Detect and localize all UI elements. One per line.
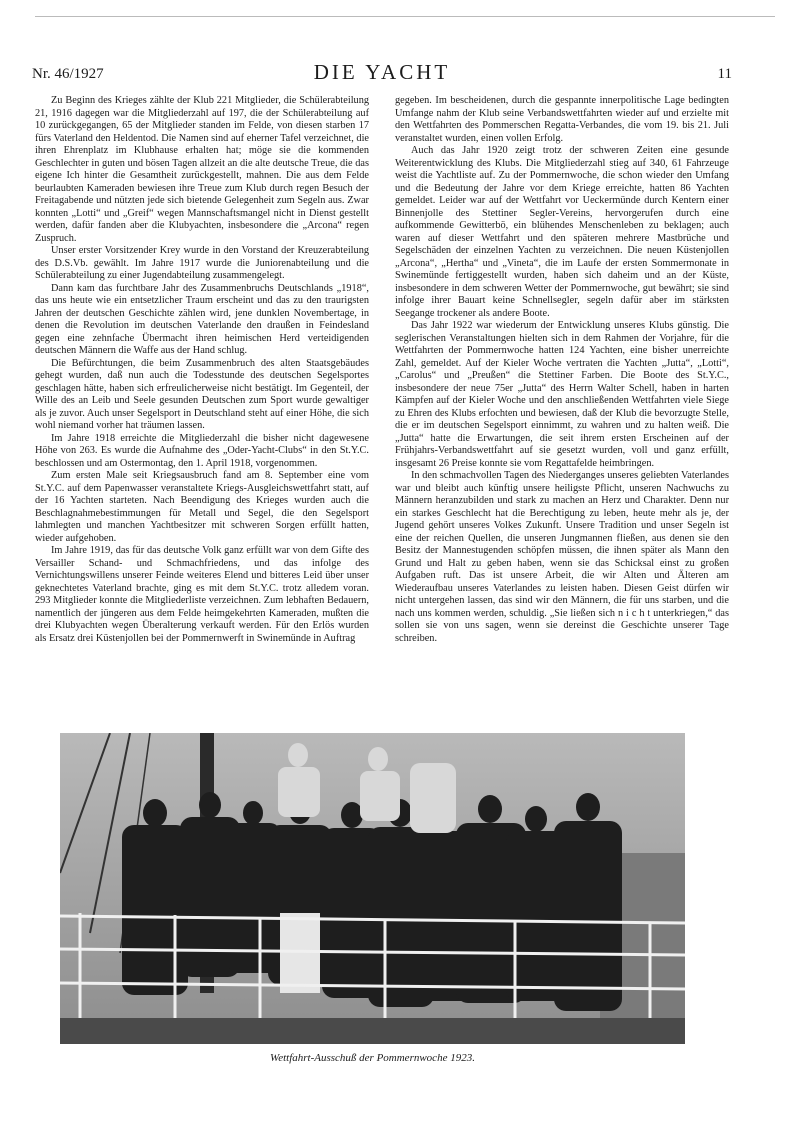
paragraph: Unser erster Vorsitzender Krey wurde in den Vorstand der Kreuzerabteilung des D.S.Vb. gewählt. Im Jahre 1917 wurde die Juniorenabteilung und die Schülerabteilung zu einer Jugendabteilung zusammengelegt. bbox=[35, 245, 369, 281]
top-rule bbox=[35, 16, 775, 17]
paragraph: Die Befürchtungen, die beim Zusammenbruch des alten Staatsgebäudes gehegt wurden, daß nun auch die Todesstunde des deutschen Segelsportes geschlagen hätte, haben sich erfreulicherweise nicht bestätigt. Im Gegenteil, der Wille des an Leib und Seele gesunden Deutschen zum Sport wurde gewaltiger als je zuvor. Auch unser Segelsport in Deutschland steht auf einer Höhe, die sich wohl niemand vorher hat träumen lassen. bbox=[35, 357, 369, 431]
magazine-title: DIE YACHT bbox=[313, 60, 451, 84]
paragraph-continued: gegeben. Im bescheidenen, durch die gespannte innerpolitische Lage bedingten Umfange nahm der Klub seine Verbandswettfahrten wieder auf und erzielte mit den Wettfahrten des Pommerschen Regatta-Verbandes, die vom 19. bis 21. Juli veranstaltet wurden, einen vollen Erfolg. bbox=[395, 95, 729, 144]
photo-caption: Wettfahrt-Ausschuß der Pommernwoche 1923. bbox=[270, 1052, 475, 1064]
paragraph: Im Jahre 1918 erreichte die Mitgliederzahl die bisher nicht dagewesene Höhe von 263. Es wurde die Aufnahme des „Oder-Yacht-Clubs“ in den St.Y.C. beschlossen und am Ostermontag, den 1. April 1918, vorgenommen. bbox=[35, 432, 369, 469]
paragraph: In den schmachvollen Tagen des Niederganges unseres geliebten Vaterlandes war und bleibt auch künftig unsere heiligste Pflicht, unseren Nachwuchs zu Männern heranzubilden und stark zu machen an Herz und Charakter. Denn nur ein starkes Geschlecht hat die Berechtigung zu leben, heute mehr als je, der Jugend gehört unseres Volkes Zukunft. Unsere Tradition und unser Segeln ist eine der reichen Quellen, die unseren Jungmannen fließen, aus denen sie den Besitz der Mannestugenden schöpfen müssen, die ihnen später als Mann den Grund und Halt zu geben haben, wenn sie das Schicksal einst zu großen Aufgaben ruft. Das ist unsere Arbeit, die wir Alten und Älteren am Wiederaufbau unseres Vaterlandes zu leisten haben. Diesen Geist dürfen wir nicht untergehen lassen, das sind wir den Männern, die für uns starben, und die nach uns kommen werden, schuldig. „Sie ließen sich n i c h t unterkriegen,“ das sollen sie von uns sagen, wenn sie dereinst die Geschichte unserer Tage schreiben. bbox=[395, 470, 729, 644]
page-header bbox=[32, 60, 732, 90]
right-column bbox=[395, 95, 729, 645]
left-column bbox=[35, 95, 369, 645]
issue-number: Nr. 46/1927 bbox=[32, 66, 104, 82]
paragraph: Das Jahr 1922 war wiederum der Entwicklung unseres Klubs günstig. Die seglerischen Veranstaltungen hielten sich in dem Rahmen der Vorjahre, für die Wettfahrten der Pommernwoche hatten 124 Yachten, eine bisher unerreichte Zahl, gemeldet. Auf der Kieler Woche vertraten die Yachten „Jutta“, „Lotti“, „Carolus“ und „Preußen“ die Stettiner Farben. Die Boote des St.Y.C., insbesondere der neue 75er „Jutta“ des Herrn Walter Schell, haben in harten Kämpfen auf der Kieler Woche und den anschließenden Wettfahrten viele Siege zu Ehren des Klubs erfochten und bewiesen, daß der Klub die bevorzugte Stelle, die er im deutschen Segelsport einnimmt, zu wahren und zu halten weiß. Die „Jutta“ hatte die Erwartungen, die seit ihrem ersten Erscheinen auf der Frühjahrs-Verbandswettfahrt auf sie gesetzt wurden, voll und ganz erfüllt, insgesamt 26 Preise konnte sie vom Regattafelde heimbringen. bbox=[395, 320, 729, 469]
paragraph: Im Jahre 1919, das für das deutsche Volk ganz erfüllt war von dem Gifte des Versailler Schand- und Schmachfriedens, und das infolge des Vernichtungswillens unserer Feinde weiteres Elend und bitteres Leid über unser geknechtetes Vaterland brachte, ging es mit dem St.Y.C. trotz alledem voran. 293 Mitglieder konnte die Mitgliederliste verzeichnen. Zum lebhaften Bedauern, namentlich der jüngeren aus dem Felde heimgekehrten Kameraden, mußten die drei Klubyachten wegen Überalterung verkauft werden. Für den Erlös wurden als Ersatz drei Küstenjollen bei der Pommernwerft in Swinemünde in Auftrag bbox=[35, 545, 369, 644]
paragraph: Zum ersten Male seit Kriegsausbruch fand am 8. September eine vom St.Y.C. auf dem Papenwasser veranstaltete Kriegs-Ausgleichswettfahrt statt, auf der 16 Yachten starteten. Nach Beendigung des Krieges wurden auch die Beschlagnahmebestimmungen für Metall und Segel, die den Segelsport lahmlegten und manchen Yachtbesitzer mit schweren Sorgen erfüllt hatten, wieder aufgehoben. bbox=[35, 470, 369, 544]
paragraph: Dann kam das furchtbare Jahr des Zusammenbruchs Deutschlands „1918“, das uns heute wie ein entsetzlicher Traum erscheint und das zu den traurigsten Jahren der deutschen Geschichte zählen wird, jene dunklen Novembertage, in denen die Revolution im deutschen Vaterlande den draußen in Feindesland gegen eine zehnfache Übermacht ihren heimischen Herd verteidigenden deutschen Männern die Waffe aus der Hand schlug. bbox=[35, 282, 369, 356]
group-photo bbox=[60, 733, 685, 1044]
page-number: 11 bbox=[717, 66, 732, 82]
paragraph: Auch das Jahr 1920 zeigt trotz der schweren Zeiten eine gesunde Weiterentwicklung des Klubs. Die Mitgliederzahl stieg auf 340, 61 Fahrzeuge weist die Yachtliste auf. Zu der Pommernwoche, die schon wieder den Umfang und die Bedeutung der Jahre vor dem Kriege erreichte, hatten 86 Yachten gemeldet. Leider war auf der Wettfahrt vor Ueckermünde durch Kentern einer Binnenjolle des Stettiner Segler-Vereins, hervorgerufen durch eine aufkommende Gewitterbö, ein blühendes Menschenleben zu beklagen; auch waren auf dieser Wettfahrt und den späteren mehrere Mastbrüche und Segelschäden der einzelnen Yachten zu verzeichnen. Die neuen Küstenjollen „Arcona“, „Hertha“ und „Vineta“, die im Laufe der ersten Sommermonate in Swinemünde fertiggestellt wurden, haben sich daheim und an der Küste, insbesondere in dem schweren Wetter der Pommernwoche, gut bewährt; sie sind infolge ihrer Bauart keine Schnellsegler, segeln dafür aber im stärksten Seegange trockener als andere Boote. bbox=[395, 145, 729, 319]
paragraph: Zu Beginn des Krieges zählte der Klub 221 Mitglieder, die Schülerabteilung 21, 1916 dagegen war die Mitgliederzahl auf 197, die der Schülerabteilung auf 10 zurückgegangen, 65 der Mitglieder standen im Felde, von diesen starben 17 fürs Vaterland den Heldentod. Die Namen sind auf eherner Tafel verzeichnet, die ihren Ehrenplatz im Klubhause erhalten hat; möge sie die kommenden Geschlechter in guten und bösen Tagen allzeit an die alte deutsche Treue, die das eigene Ich hinter die Gesamtheit zurückgestellt, mahnen. Die aus dem Felde beurlaubten Kameraden bewiesen ihre Treue zum Klub durch regen Besuch der Freitagabende und nützten jede sich bietende Gelegenheit zum Segeln aus. Zwar konnten „Lotti“ und „Greif“ wegen Mannschaftsmangel nicht in Dienst gestellt werden, dafür fanden aber die Klubyachten, insbesondere die „Arcona“ regen Zuspruch. bbox=[35, 95, 369, 244]
